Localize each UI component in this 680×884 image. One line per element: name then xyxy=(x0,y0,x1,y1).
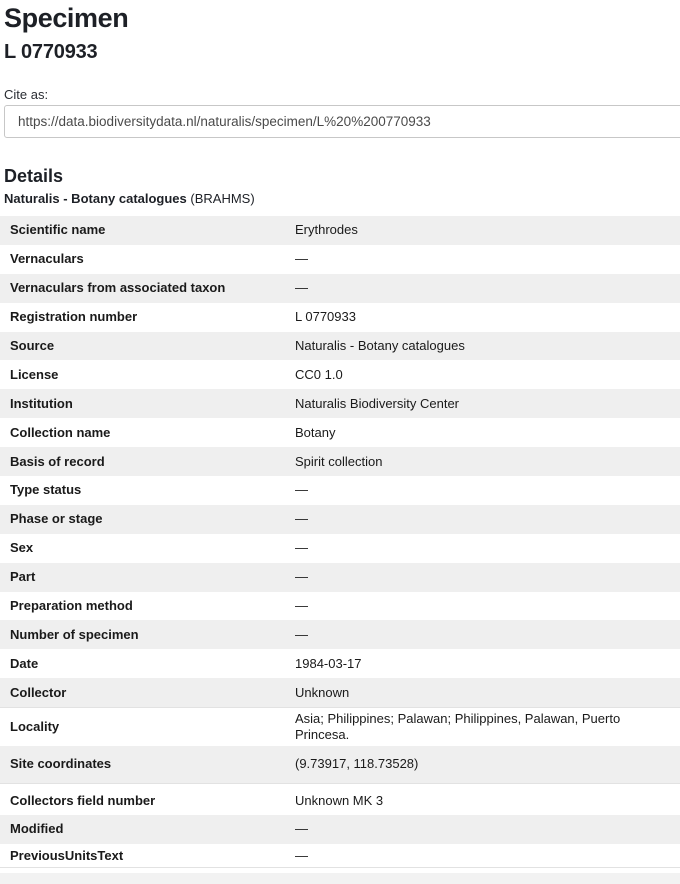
row-label: Modified xyxy=(10,821,64,837)
table-row xyxy=(0,678,680,707)
row-label: Number of specimen xyxy=(10,626,139,642)
row-value: Erythrodes xyxy=(295,222,358,238)
details-heading: Details xyxy=(4,166,64,186)
table-row xyxy=(0,332,680,361)
row-value: — xyxy=(295,821,308,837)
row-value: Spirit collection xyxy=(295,453,383,469)
row-value: (9.73917, 118.73528) xyxy=(295,756,419,772)
row-value: Naturalis Biodiversity Center xyxy=(295,395,460,411)
table-row xyxy=(0,708,680,746)
row-value: — xyxy=(295,482,308,498)
table-row xyxy=(0,505,680,534)
table-row xyxy=(0,360,680,389)
row-value: Naturalis - Botany catalogues xyxy=(295,338,465,353)
row-label: Institution xyxy=(10,395,73,411)
row-label: Locality xyxy=(10,718,60,734)
row-value: CC0 1.0 xyxy=(295,366,343,382)
row-value: — xyxy=(295,280,308,296)
row-label: Registration number xyxy=(10,309,138,325)
table-row xyxy=(0,447,680,476)
table-row xyxy=(0,303,680,332)
table-row xyxy=(0,245,680,274)
row-value: — xyxy=(295,847,308,863)
row-label: Preparation method xyxy=(10,598,133,614)
row-label: Sex xyxy=(10,540,34,556)
row-label: Part xyxy=(10,569,36,585)
page-title: Specimen xyxy=(4,3,129,33)
row-value: — xyxy=(295,251,308,267)
table-row xyxy=(0,563,680,592)
row-label: Collection name xyxy=(10,424,111,440)
row-value: — xyxy=(295,569,308,585)
row-label: Vernaculars xyxy=(10,251,84,267)
row-label: Collectors field number xyxy=(10,792,156,808)
row-value: — xyxy=(295,598,308,614)
row-value: L 0770933 xyxy=(295,309,356,325)
row-value: 1984-03-17 xyxy=(295,655,362,671)
cite-as-label: Cite as: xyxy=(4,87,49,102)
row-label: Collector xyxy=(10,684,67,700)
table-row xyxy=(0,418,680,447)
row-value: — xyxy=(295,540,308,556)
citation-url-input[interactable] xyxy=(4,105,680,138)
row-value: Unknown xyxy=(295,684,350,700)
row-label: License xyxy=(10,366,59,382)
row-label: Phase or stage xyxy=(10,511,103,527)
table-row xyxy=(0,389,680,418)
table-row xyxy=(0,620,680,649)
table-row xyxy=(0,844,680,868)
row-label: PreviousUnitsText xyxy=(10,847,124,863)
table-row xyxy=(0,649,680,678)
table-row xyxy=(0,534,680,563)
row-label: Source xyxy=(10,338,55,353)
details-table-group xyxy=(0,708,680,784)
row-value: — xyxy=(295,626,308,642)
row-label: Basis of record xyxy=(10,453,105,469)
table-row xyxy=(0,476,680,505)
details-table-group xyxy=(0,786,680,868)
details-table xyxy=(0,216,680,868)
table-row xyxy=(0,592,680,621)
row-label: Type status xyxy=(10,482,82,498)
table-row xyxy=(0,274,680,303)
row-label: Site coordinates xyxy=(10,756,112,772)
row-label: Date xyxy=(10,655,39,671)
row-value: Unknown MK 3 xyxy=(295,792,384,808)
row-label: Vernaculars from associated taxon xyxy=(10,280,226,296)
catalogue-line xyxy=(0,191,680,207)
table-row xyxy=(0,815,680,844)
table-row xyxy=(0,216,680,245)
row-label: Scientific name xyxy=(10,222,106,238)
table-row xyxy=(0,786,680,815)
specimen-id: L 0770933 xyxy=(4,41,98,63)
row-value: Botany xyxy=(295,424,336,440)
details-table-group xyxy=(0,216,680,708)
row-value: Asia; Philippines; Palawan; Philippines, Palawan, Puerto Princesa. xyxy=(295,710,621,742)
catalogue-suffix: (BRAHMS) xyxy=(186,191,255,206)
catalogue-name: Naturalis - Botany catalogues xyxy=(4,191,187,206)
next-table-partial-row xyxy=(0,873,680,884)
table-row xyxy=(0,746,680,784)
row-value: — xyxy=(295,511,308,527)
